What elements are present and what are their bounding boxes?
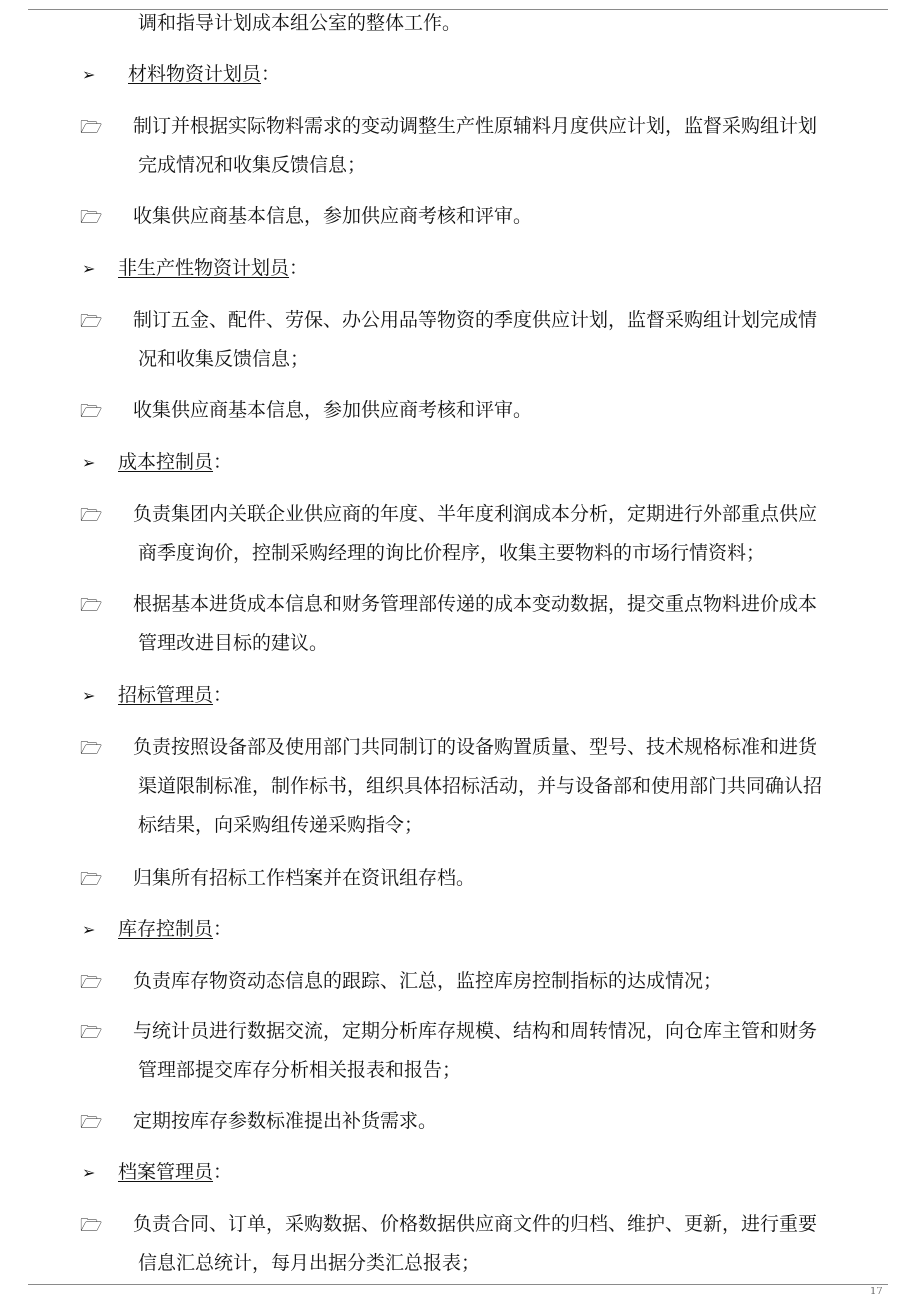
folder-bullet-icon: 🗁 [80, 1215, 103, 1236]
folder-bullet-icon: 🗁 [80, 1112, 103, 1133]
list-item-continuation: 况和收集反馈信息； [138, 348, 310, 370]
list-item-text: 根据基本进货成本信息和财务管理部传递的成本变动数据，提交重点物料进价成本 [133, 593, 818, 615]
list-item-continuation: 标结果，向采购组传递采购指令； [138, 814, 424, 836]
list-item-text: 负责库存物资动态信息的跟踪、汇总，监控库房控制指标的达成情况； [133, 970, 723, 992]
list-item-continuation: 完成情况和收集反馈信息； [138, 154, 367, 176]
arrow-bullet-icon: ➢ [82, 259, 96, 278]
list-item-text: 负责集团内关联企业供应商的年度、半年度利润成本分析，定期进行外部重点供应 [133, 503, 818, 525]
folder-bullet-icon: 🗁 [80, 972, 103, 993]
folder-bullet-icon: 🗁 [80, 738, 103, 759]
list-item-text: 定期按库存参数标准提出补货需求。 [133, 1110, 438, 1132]
section-heading-colon: ： [213, 684, 233, 706]
footer-rule [28, 1284, 888, 1285]
list-item-text: 制订并根据实际物料需求的变动调整生产性原辅料月度供应计划，监督采购组计划 [133, 115, 818, 137]
folder-bullet-icon: 🗁 [80, 311, 103, 332]
list-item-text: 负责按照设备部及使用部门共同制订的设备购置质量、型号、技术规格标准和进货 [133, 736, 818, 758]
arrow-bullet-icon: ➢ [82, 1163, 96, 1182]
list-item-continuation: 管理部提交库存分析相关报表和报告； [138, 1059, 462, 1081]
section-heading: 成本控制员 [118, 451, 214, 473]
header-rule [28, 9, 888, 10]
list-item-text: 负责合同、订单，采购数据、价格数据供应商文件的归档、维护、更新，进行重要 [133, 1213, 818, 1235]
list-item-text: 收集供应商基本信息，参加供应商考核和评审。 [133, 399, 533, 421]
section-heading: 档案管理员 [118, 1161, 214, 1183]
folder-bullet-icon: 🗁 [80, 207, 103, 228]
section-heading-colon: ： [213, 1161, 233, 1183]
section-heading-colon: ： [213, 451, 233, 473]
list-item-continuation: 渠道限制标准，制作标书，组织具体招标活动，并与设备部和使用部门共同确认招 [138, 775, 823, 797]
list-item-continuation: 信息汇总统计，每月出据分类汇总报表； [138, 1252, 481, 1274]
list-item-continuation: 商季度询价，控制采购经理的询比价程序，收集主要物料的市场行情资料； [138, 542, 766, 564]
list-item-text: 归集所有招标工作档案并在资讯组存档。 [133, 867, 476, 889]
page-number: 17 [870, 1287, 883, 1295]
folder-bullet-icon: 🗁 [80, 401, 103, 422]
section-heading: 材料物资计划员 [128, 63, 262, 85]
folder-bullet-icon: 🗁 [80, 1022, 103, 1043]
folder-bullet-icon: 🗁 [80, 595, 103, 616]
intro-continuation: 调和指导计划成本组公室的整体工作。 [138, 12, 462, 34]
section-heading-colon: ： [213, 918, 233, 940]
list-item-continuation: 管理改进目标的建议。 [138, 632, 329, 654]
folder-bullet-icon: 🗁 [80, 869, 103, 890]
list-item-text: 制订五金、配件、劳保、办公用品等物资的季度供应计划，监督采购组计划完成情 [133, 309, 818, 331]
section-heading: 库存控制员 [118, 918, 214, 940]
section-heading-colon: ： [289, 257, 309, 279]
arrow-bullet-icon: ➢ [82, 686, 96, 705]
folder-bullet-icon: 🗁 [80, 505, 103, 526]
list-item-text: 与统计员进行数据交流，定期分析库存规模、结构和周转情况，向仓库主管和财务 [133, 1020, 818, 1042]
arrow-bullet-icon: ➢ [82, 453, 96, 472]
arrow-bullet-icon: ➢ [82, 920, 96, 939]
arrow-bullet-icon: ➢ [82, 65, 96, 84]
folder-bullet-icon: 🗁 [80, 117, 103, 138]
section-heading: 招标管理员 [118, 684, 214, 706]
section-heading-colon: ： [261, 63, 281, 85]
list-item-text: 收集供应商基本信息，参加供应商考核和评审。 [133, 205, 533, 227]
section-heading: 非生产性物资计划员 [118, 257, 290, 279]
